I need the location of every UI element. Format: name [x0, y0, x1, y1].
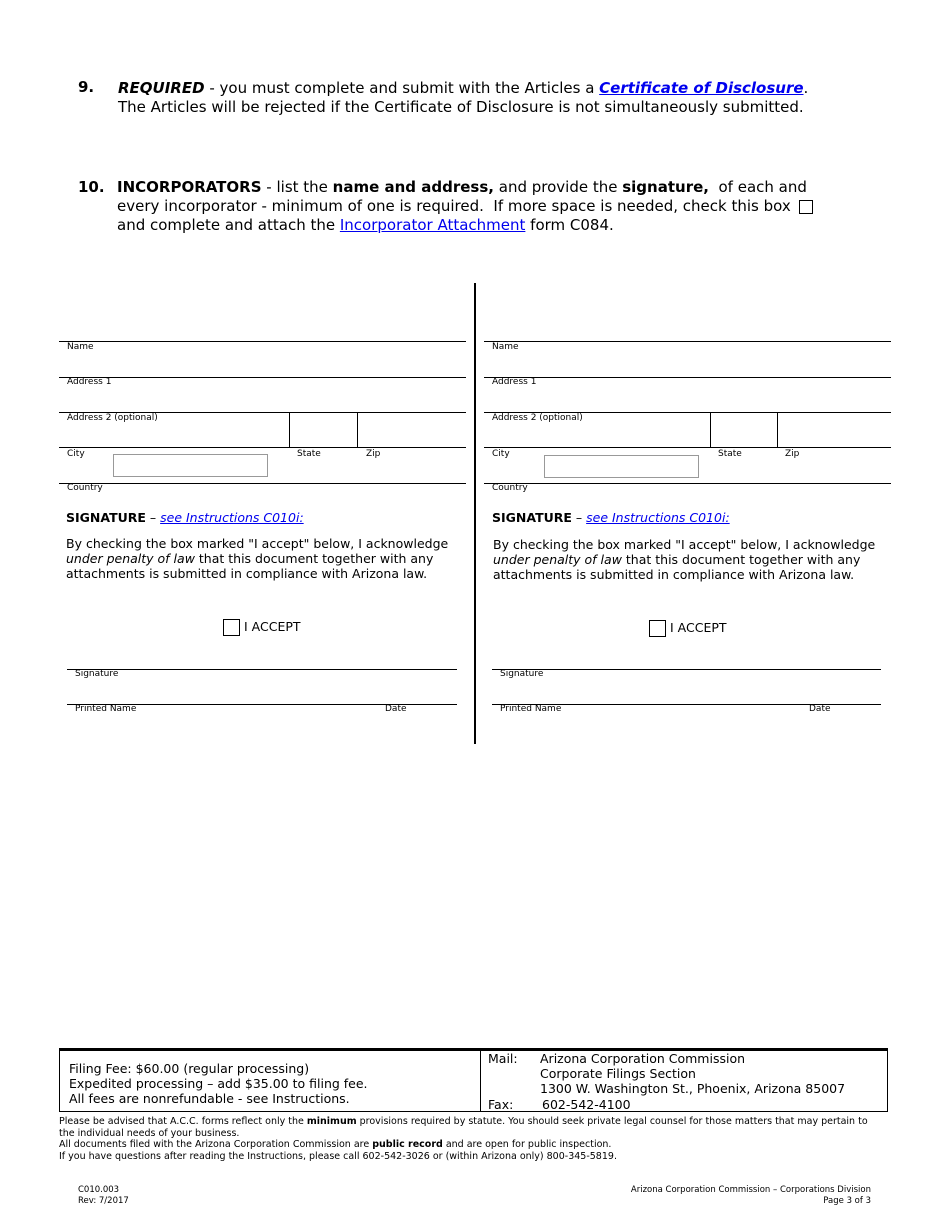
ack-line-1-2: By checking the box marked "I accept" below, I acknowledge — [493, 537, 876, 552]
signature-dash-1: – — [145, 510, 161, 525]
notice-2: the individual needs of your business. — [59, 1127, 240, 1139]
ack-italic-2: under penalty of law — [493, 552, 622, 567]
address1-field-2[interactable] — [484, 387, 891, 412]
country-line-1 — [59, 483, 466, 484]
address2-field-label-1: Address 2 (optional) — [67, 413, 158, 423]
address1-field-label-1: Address 1 — [67, 377, 112, 387]
ack-italic-1: under penalty of law — [66, 551, 195, 566]
name-field-2[interactable] — [484, 351, 891, 377]
form-code: C010.003 — [78, 1185, 120, 1195]
fax-label: Fax: — [488, 1097, 514, 1112]
acknowledgement-text-2 — [493, 537, 893, 582]
item-10-number: 10. — [78, 178, 105, 196]
notice-3-bold: public record — [372, 1139, 443, 1150]
notice-4: If you have questions after reading the Instructions, please call 602-542-3026 or (within Arizona only) 800-345-5819. — [59, 1150, 617, 1162]
item-10-b1: name and address, — [332, 178, 494, 196]
notice-1-b: provisions required by statute. You should seek private legal counsel for those matters that may pertain to — [356, 1116, 868, 1127]
country-line-2 — [484, 483, 891, 484]
ack-line-2-1: that this document together with any — [194, 551, 434, 566]
zip-divider-1 — [357, 412, 358, 448]
ack-line-2-2: that this document together with any — [621, 552, 861, 567]
item-10-t1: - list the — [261, 178, 333, 196]
country-field-label-2: Country — [492, 483, 528, 493]
fee-line-2: Expedited processing – add $35.00 to filing fee. — [69, 1076, 368, 1091]
certificate-of-disclosure-link[interactable]: Certificate of Disclosure — [599, 79, 804, 97]
city-field-label-2: City — [492, 449, 510, 459]
accept-row-2 — [649, 620, 727, 637]
fee-box-divider — [480, 1051, 481, 1112]
fee-line-3: All fees are nonrefundable - see Instructions. — [69, 1091, 350, 1106]
accept-row-1 — [223, 619, 301, 636]
see-instructions-link-2[interactable]: see Instructions C010i: — [586, 510, 730, 525]
state-field-label-1: State — [297, 449, 321, 459]
notice-1-a: Please be advised that A.C.C. forms reflect only the — [59, 1116, 307, 1127]
state-field-label-2: State — [718, 449, 742, 459]
acknowledgement-text-1 — [66, 536, 466, 581]
country-field-label-1: Country — [67, 483, 103, 493]
city-input-2[interactable] — [544, 455, 699, 478]
item-9-text-a: - you must complete and submit with the Articles a — [204, 79, 600, 97]
item-10-line-3-a: and complete and attach the — [117, 216, 340, 234]
item-10-t3: of each and — [708, 178, 807, 196]
ack-line-1-1: By checking the box marked "I accept" below, I acknowledge — [66, 536, 449, 551]
signature-field-2[interactable] — [492, 679, 881, 704]
signature-heading-text-2: SIGNATURE — [492, 510, 572, 525]
item-10-line-3-b: form C084. — [525, 216, 614, 234]
name-field-label-1: Name — [67, 342, 94, 352]
mail-line-2: Corporate Filings Section — [540, 1066, 696, 1081]
signature-field-1[interactable] — [67, 679, 457, 704]
i-accept-checkbox-2[interactable] — [649, 620, 666, 637]
item-9-text-b: . — [803, 79, 809, 97]
more-space-checkbox[interactable] — [799, 200, 813, 214]
city-field-label-1: City — [67, 449, 85, 459]
address1-field-1[interactable] — [59, 387, 466, 412]
signature-line-1 — [67, 669, 457, 670]
address2-field-label-2: Address 2 (optional) — [492, 413, 583, 423]
form-revision: Rev: 7/2017 — [78, 1195, 129, 1206]
mail-line-1: Arizona Corporation Commission — [540, 1051, 746, 1066]
item-9-line-2: The Articles will be rejected if the Certificate of Disclosure is not simultaneously submitted. — [118, 98, 804, 116]
legal-notice — [59, 1116, 889, 1162]
name-line-2 — [484, 341, 891, 342]
ack-line-3-2: attachments is submitted in compliance with Arizona law. — [493, 567, 855, 582]
city-input-1[interactable] — [113, 454, 268, 477]
required-label: REQUIRED — [118, 79, 205, 97]
item-10-t2: and provide the — [493, 178, 623, 196]
fax-number: 602-542-4100 — [542, 1097, 631, 1112]
signature-heading-1 — [66, 510, 304, 525]
address1-field-label-2: Address 1 — [492, 377, 537, 387]
footer-agency: Arizona Corporation Commission – Corporations Division — [630, 1185, 871, 1195]
city-line-1 — [59, 447, 466, 448]
signature-label-2: Signature — [500, 669, 544, 679]
state-divider-1 — [289, 412, 290, 448]
mail-address — [540, 1051, 845, 1096]
item-10-b2: signature, — [622, 178, 709, 196]
zip-field-label-1: Zip — [366, 449, 381, 459]
printed-name-label-2: Printed Name — [500, 704, 562, 714]
fee-line-1: Filing Fee: $60.00 (regular processing) — [69, 1061, 310, 1076]
notice-3-b: and are open for public inspection. — [442, 1139, 612, 1150]
signature-dash-2: – — [571, 510, 587, 525]
item-9-text — [118, 79, 918, 117]
signature-heading-text-1: SIGNATURE — [66, 510, 146, 525]
name-field-1[interactable] — [59, 351, 466, 377]
signature-label-1: Signature — [75, 669, 119, 679]
name-field-label-2: Name — [492, 342, 519, 352]
date-label-1: Date — [385, 704, 407, 714]
mail-line-3: 1300 W. Washington St., Phoenix, Arizona 85007 — [540, 1081, 846, 1096]
mail-label: Mail: — [488, 1051, 518, 1066]
incorporator-attachment-link[interactable]: Incorporator Attachment — [339, 216, 526, 234]
date-label-2: Date — [809, 704, 831, 714]
page-number: Page 3 of 3 — [823, 1195, 871, 1206]
signature-heading-2 — [492, 510, 730, 525]
i-accept-checkbox-1[interactable] — [223, 619, 240, 636]
item-10-text — [117, 178, 917, 235]
zip-field-label-2: Zip — [785, 449, 800, 459]
ack-line-3-1: attachments is submitted in compliance with Arizona law. — [66, 566, 428, 581]
footer-right — [631, 1185, 871, 1206]
zip-divider-2 — [777, 412, 778, 448]
i-accept-label-2: I ACCEPT — [670, 620, 727, 635]
item-9-number: 9. — [78, 78, 95, 96]
fee-mail-box — [59, 1048, 888, 1112]
printed-name-label-1: Printed Name — [75, 704, 137, 714]
address1-line-2 — [484, 377, 891, 378]
name-line-1 — [59, 341, 466, 342]
incorporators-heading: INCORPORATORS — [117, 178, 262, 196]
notice-1-bold: minimum — [306, 1116, 357, 1127]
fee-info — [69, 1061, 368, 1106]
city-line-2 — [484, 447, 891, 448]
footer-left — [78, 1185, 129, 1206]
notice-3-a: All documents filed with the Arizona Corporation Commission are — [59, 1139, 373, 1150]
state-divider-2 — [710, 412, 711, 448]
i-accept-label-1: I ACCEPT — [244, 619, 301, 634]
see-instructions-link-1[interactable]: see Instructions C010i: — [160, 510, 304, 525]
address1-line-1 — [59, 377, 466, 378]
signature-line-2 — [492, 669, 881, 670]
item-10-line-2: every incorporator - minimum of one is required. If more space is needed, check this box — [117, 197, 791, 215]
column-divider — [474, 283, 476, 744]
